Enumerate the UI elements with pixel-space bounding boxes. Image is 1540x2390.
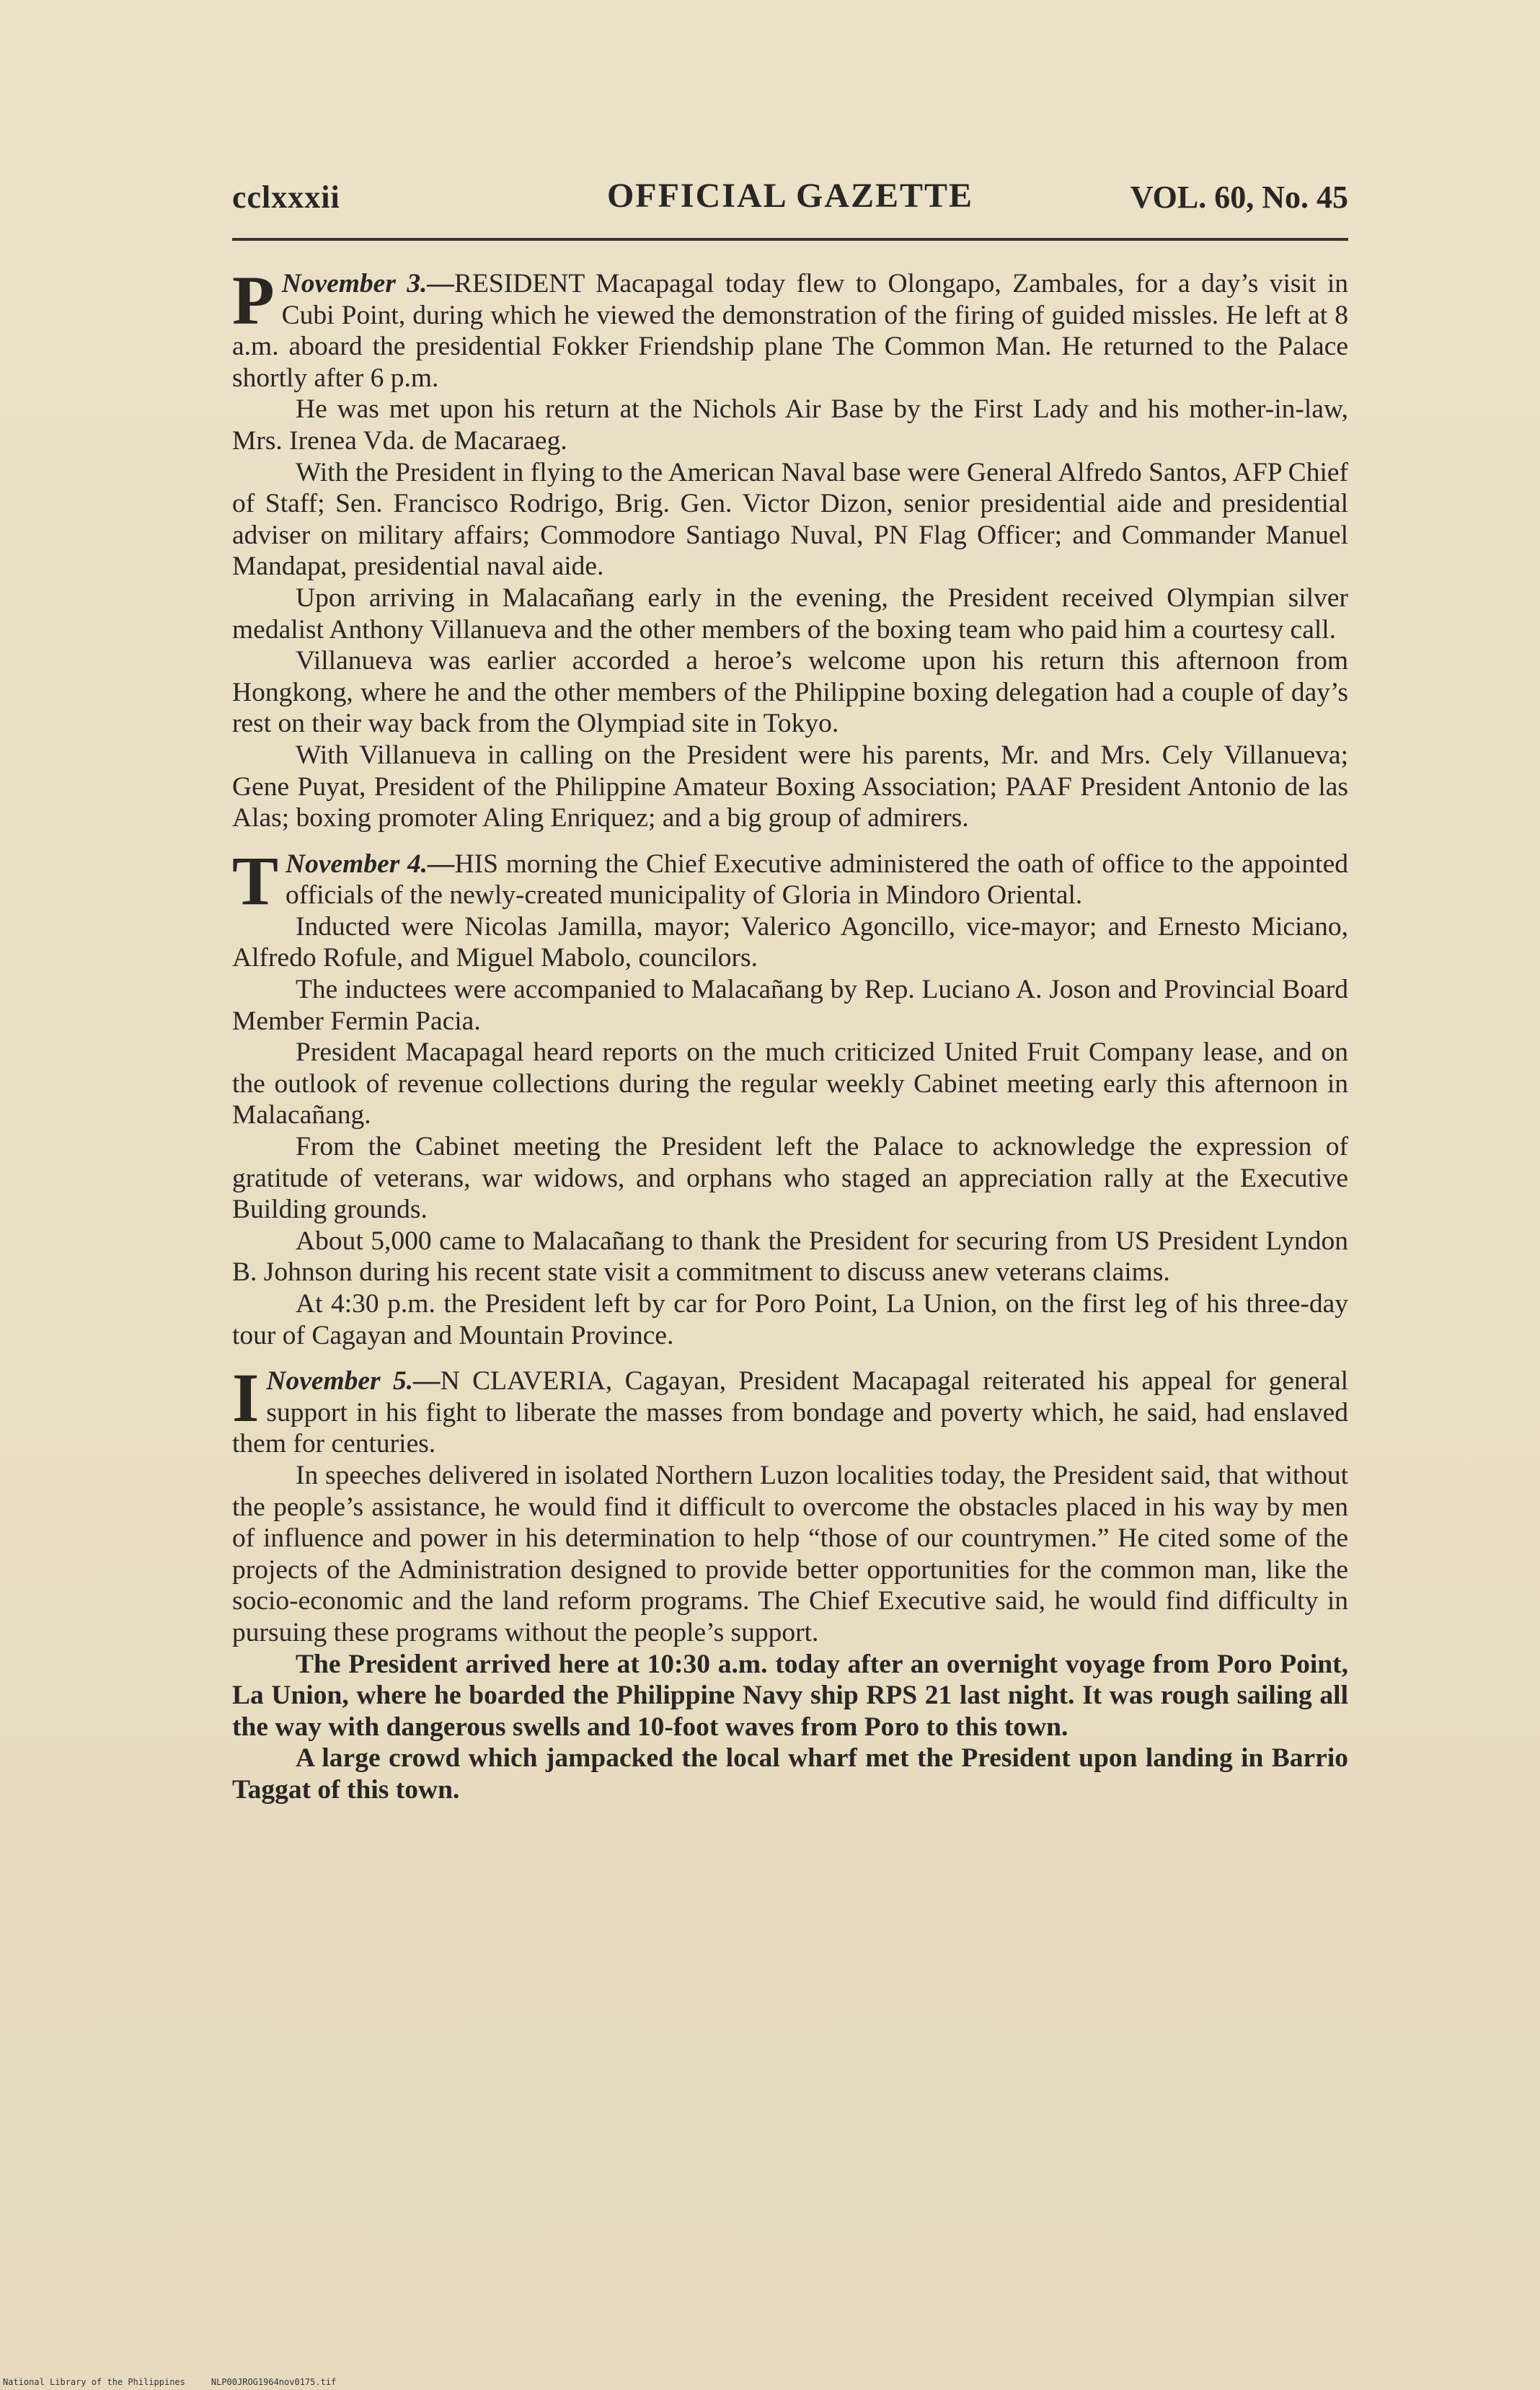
paragraph: From the Cabinet meeting the President left the Palace to acknowledge the expression of gratitude of veterans, war widows, and orphans who staged an appreciation rally at the Executive Building grounds.	[232, 1132, 1348, 1225]
paragraph: Inducted were Nicolas Jamilla, mayor; Valerico Agoncillo, vice-mayor; and Ernesto Miciano, Alfredo Rofule, and Miguel Mabolo, councilors.	[232, 911, 1348, 973]
paragraph: He was met upon his return at the Nichols Air Base by the First Lady and his mother-in-law, Mrs. Irenea Vda. de Macaraeg.	[232, 394, 1348, 456]
paragraph: With the President in flying to the American Naval base were General Alfredo Santos, AFP Chief of Staff; Sen. Francisco Rodrigo, Brig. Gen. Victor Dizon, senior presidential aide and presidential adviser on military affairs; Commodore Santiago Nuval, PN Flag Officer; and Commander Manuel Mandapat, presidential naval aide.	[232, 457, 1348, 582]
paragraph: A large crowd which jampacked the local wharf met the President upon landing in Barrio Taggat of this town.	[232, 1743, 1348, 1805]
paragraph: With Villanueva in calling on the President were his parents, Mr. and Mrs. Cely Villanueva; Gene Puyat, President of the Philippine Amateur Boxing Association; PAAF President Antonio de las Alas; boxing promoter Aling Enriquez; and a big group of admirers.	[232, 740, 1348, 833]
paragraph: The President arrived here at 10:30 a.m. today after an overnight voyage from Poro Point, La Union, where he boarded the Philippine Navy ship RPS 21 last night. It was rough sailing all the way with dangerous swells and 10-foot waves from Poro to this town.	[232, 1649, 1348, 1742]
paragraph: At 4:30 p.m. the President left by car for Poro Point, La Union, on the first leg of his three-day tour of Cagayan and Mountain Province.	[232, 1289, 1348, 1350]
entry-lead-paragraph	[232, 841, 1348, 919]
scan-filename: NLP00JROG1964nov0175.tif	[211, 2377, 337, 2387]
header-rule	[232, 238, 1348, 241]
volume-number: VOL. 60, No. 45	[1130, 180, 1348, 215]
paragraph: President Macapagal heard reports on the much criticized United Fruit Company lease, and on the outlook of revenue collections during the regular weekly Cabinet meeting early this afternoon in Malacañang.	[232, 1037, 1348, 1130]
drop-cap: P	[232, 262, 275, 339]
entry-november-3	[232, 262, 1348, 834]
publication-title: OFFICIAL GAZETTE	[606, 177, 974, 215]
page-header	[232, 173, 1348, 223]
scan-footer	[3, 2377, 336, 2387]
entry-november-4	[232, 841, 1348, 1352]
entry-date: November 3.—	[281, 269, 455, 298]
entry-date: November 5.—	[266, 1366, 441, 1397]
drop-cap: I	[232, 1359, 260, 1437]
paragraph: Upon arriving in Malacañang early in the evening, the President received Olympian silver medalist Anthony Villanueva and the other members of the boxing team who paid him a courtesy call.	[232, 583, 1348, 645]
library-credit: National Library of the Philippines	[3, 2377, 185, 2387]
entry-lead-paragraph	[232, 262, 1348, 394]
lead-text: HIS morning the Chief Executive administered the oath of office to the appointed officials of the newly-created municipality of Gloria in Mindoro Oriental.	[286, 849, 1348, 911]
paragraph: About 5,000 came to Malacañang to thank the President for securing from US President Lyndon B. Johnson during his recent state visit a commitment to discuss anew veterans claims.	[232, 1226, 1348, 1288]
paragraph: The inductees were accompanied to Malacañang by Rep. Luciano A. Joson and Provincial Board Member Fermin Pacia.	[232, 975, 1348, 1036]
page-folio: cclxxxii	[232, 180, 340, 215]
entry-november-5	[232, 1359, 1349, 1805]
article-body	[232, 262, 1349, 1806]
lead-text: N CLAVERIA, Cagayan, President Macapagal reiterated his appeal for general support in his fight to liberate the masses from bondage and poverty which, he said, had enslaved them for centuries.	[232, 1366, 1349, 1459]
entry-lead-paragraph	[232, 1359, 1349, 1460]
lead-text: RESIDENT Macapagal today flew to Olongapo, Zambales, for a day’s visit in Cubi Point, during which he viewed the demonstration of the firing of guided missles. He left at 8 a.m. aboard the presidential Fokker Friendship plane The Common Man. He returned to the Palace shortly after 6 p.m.	[232, 269, 1348, 393]
paragraph: Villanueva was earlier accorded a heroe’s welcome upon his return this afternoon from Hongkong, where he and the other members of the Philippine boxing delegation had a couple of day’s rest on their way back from the Olympiad site in Tokyo.	[232, 646, 1348, 739]
paragraph: In speeches delivered in isolated Northern Luzon localities today, the President said, that without the people’s assistance, he would find it difficult to overcome the obstacles placed in his way by men of influence and power in his determination to help “those of our countrymen.” He cited some of the projects of the Administration designed to provide better opportunities for the common man, like the socio-economic and the land reform programs. The Chief Executive said, he would find difficulty in pursuing these programs without the people’s support.	[232, 1460, 1348, 1647]
drop-cap: T	[232, 841, 279, 919]
entry-date: November 4.—	[286, 849, 455, 879]
